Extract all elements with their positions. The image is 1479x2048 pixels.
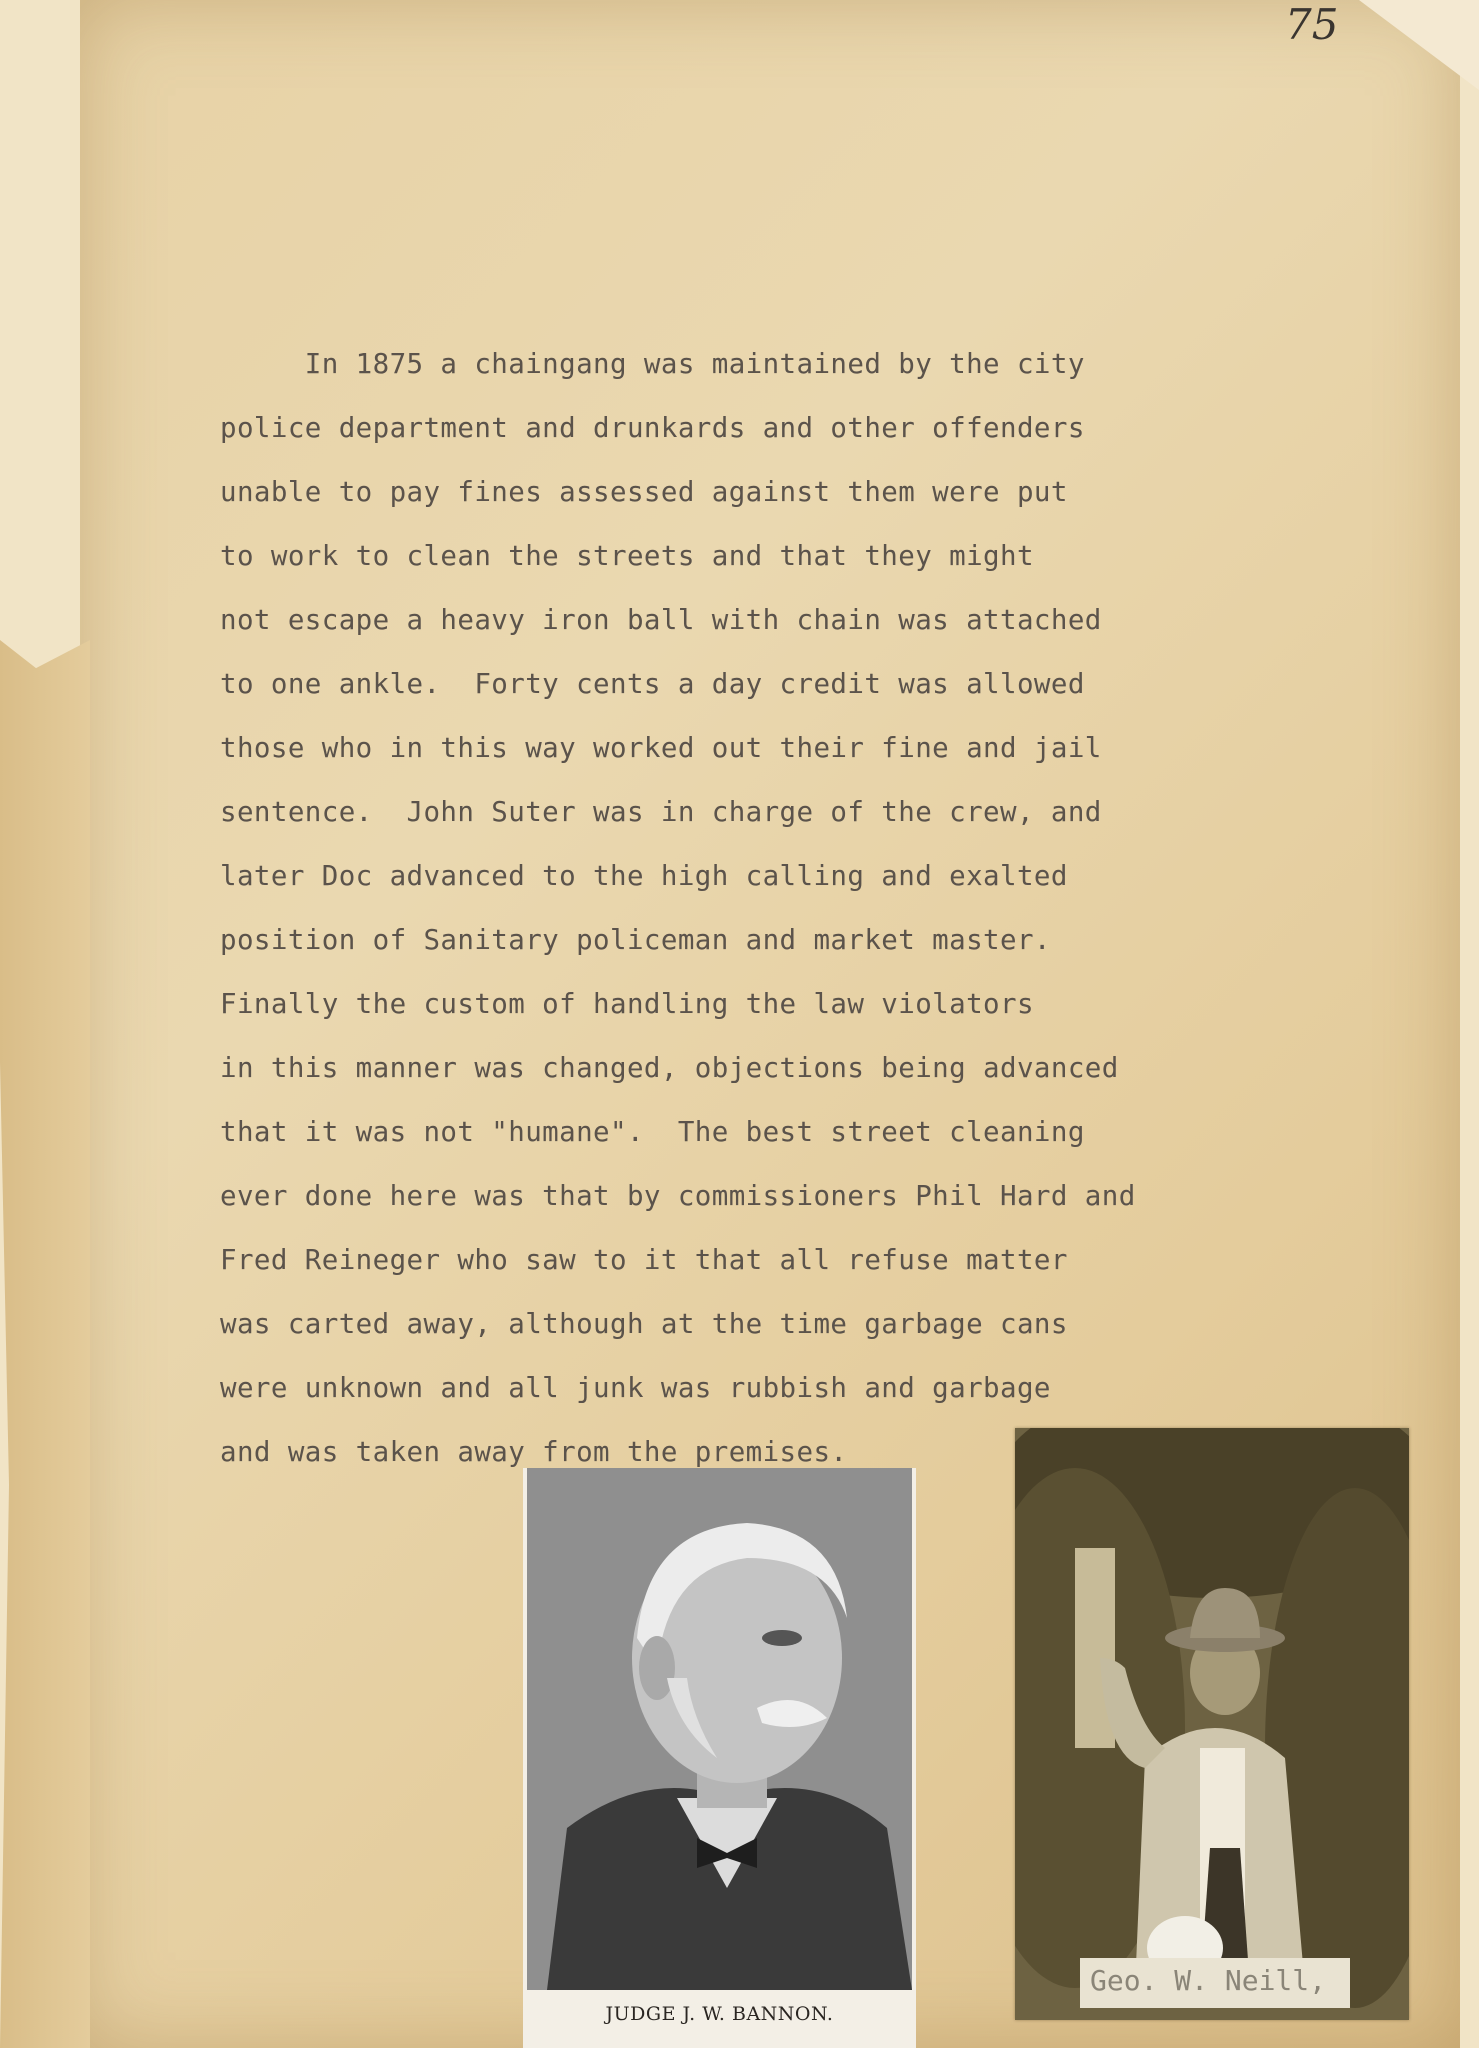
photo-caption-bannon: JUDGE J. W. BANNON. [605, 2003, 834, 2025]
typed-body-text [220, 332, 1260, 1484]
text-line: were unknown and all junk was rubbish and garbage [220, 1372, 1051, 1404]
text-line: In 1875 a chaingang was maintained by the city [220, 348, 1085, 380]
text-line: unable to pay fines assessed against them were put [220, 476, 1068, 508]
text-line: ever done here was that by commissioners Phil Hard and [220, 1180, 1136, 1212]
text-line: Fred Reineger who saw to it that all refuse matter [220, 1244, 1068, 1276]
page-number: 75 [1285, 0, 1339, 49]
text-line: those who in this way worked out their fine and jail [220, 732, 1102, 764]
text-line: police department and drunkards and other offenders [220, 412, 1085, 444]
neill-photo-image [1015, 1428, 1409, 2020]
torn-paper-edge [0, 640, 90, 2048]
photo-judge-bannon [523, 1468, 916, 2048]
text-line: sentence. John Suter was in charge of the crew, and [220, 796, 1102, 828]
photo-caption-neill: Geo. W. Neill, [1090, 1964, 1327, 1997]
text-line: in this manner was changed, objections being advanced [220, 1052, 1119, 1084]
text-line: and was taken away from the premises. [220, 1436, 848, 1468]
text-line: not escape a heavy iron ball with chain was attached [220, 604, 1102, 636]
photo-geo-neill [1015, 1428, 1409, 2020]
text-line: that it was not "humane". The best street cleaning [220, 1116, 1085, 1148]
text-line: Finally the custom of handling the law violators [220, 988, 1034, 1020]
portrait-image [527, 1468, 912, 1990]
text-line: later Doc advanced to the high calling and exalted [220, 860, 1068, 892]
text-line: to work to clean the streets and that they might [220, 540, 1034, 572]
text-line: was carted away, although at the time garbage cans [220, 1308, 1068, 1340]
text-line: to one ankle. Forty cents a day credit was allowed [220, 668, 1085, 700]
text-line: position of Sanitary policeman and market master. [220, 924, 1051, 956]
